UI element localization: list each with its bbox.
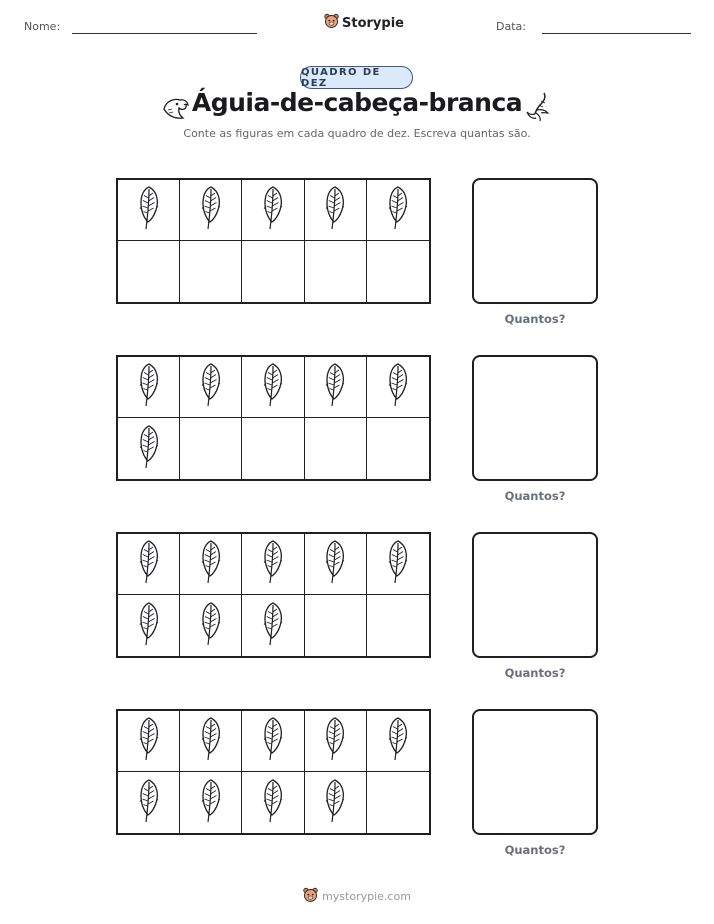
ten-frame-cell (242, 180, 304, 241)
feather-icon (323, 716, 347, 766)
ten-frame-cell (180, 711, 242, 772)
ten-frame-cell (305, 357, 367, 418)
bear-mascot-icon (303, 887, 318, 906)
feather-icon (323, 539, 347, 589)
brand-logo (324, 13, 404, 33)
ten-frame-2 (116, 355, 431, 481)
ten-frame-cell (367, 357, 429, 418)
feather-icon (199, 716, 223, 766)
ten-frame-cell (242, 418, 304, 479)
ten-frame-cell (305, 772, 367, 833)
ten-frame-cell (305, 595, 367, 656)
ten-frame-cell (367, 241, 429, 302)
ten-frame-1 (116, 178, 431, 304)
instructions: Conte as figuras em cada quadro de dez. Escreva quantas são. (183, 127, 531, 140)
ten-frame-cell (305, 711, 367, 772)
brand-name: Storypie (342, 15, 404, 31)
feather-icon (137, 185, 161, 235)
ten-frame-cell (242, 772, 304, 833)
feather-icon (199, 778, 223, 828)
ten-frame-cell (118, 711, 180, 772)
name-line[interactable] (72, 33, 257, 34)
ten-frame-cell (305, 534, 367, 595)
ten-frame-cell (118, 772, 180, 833)
feather-icon (261, 539, 285, 589)
name-label: Nome: (24, 20, 61, 33)
ten-frame-cell (180, 357, 242, 418)
ten-frame-cell (118, 418, 180, 479)
answer-box-3[interactable] (472, 532, 598, 658)
ten-frame-cell (118, 595, 180, 656)
footer-url[interactable]: mystorypie.com (322, 890, 411, 903)
ten-frame-cell (118, 241, 180, 302)
ten-frame-cell (180, 241, 242, 302)
ten-frame-cell (305, 418, 367, 479)
page-title: Águia-de-cabeça-branca (191, 88, 523, 117)
ten-frame-cell (180, 418, 242, 479)
bear-mascot-icon (324, 13, 339, 33)
ten-frame-cell (118, 180, 180, 241)
ten-frame-cell (180, 772, 242, 833)
feather-icon (261, 185, 285, 235)
feather-icon (386, 185, 410, 235)
ten-frame-cell (118, 357, 180, 418)
feather-icon (137, 362, 161, 412)
feather-icon (386, 362, 410, 412)
ten-frame-cell (367, 418, 429, 479)
ten-frame-cell (242, 534, 304, 595)
worksheet-type-badge: QUADRO DE DEZ (300, 66, 413, 89)
ten-frame-cell (367, 711, 429, 772)
feather-icon (323, 362, 347, 412)
feather-icon (323, 185, 347, 235)
date-line[interactable] (542, 33, 691, 34)
ten-frame-cell (180, 180, 242, 241)
ten-frame-cell (180, 534, 242, 595)
answer-label-3: Quantos? (504, 666, 566, 680)
feather-icon (261, 362, 285, 412)
ten-frame-cell (367, 180, 429, 241)
feather-icon (137, 778, 161, 828)
answer-box-2[interactable] (472, 355, 598, 481)
answer-box-1[interactable] (472, 178, 598, 304)
feather-icon (386, 539, 410, 589)
feather-icon (137, 539, 161, 589)
feather-icon (199, 185, 223, 235)
feather-icon (199, 362, 223, 412)
ten-frame-cell (367, 772, 429, 833)
answer-label-1: Quantos? (504, 312, 566, 326)
feather-icon (261, 601, 285, 651)
answer-box-4[interactable] (472, 709, 598, 835)
ten-frame-cell (305, 241, 367, 302)
feather-icon (261, 778, 285, 828)
ten-frame-cell (242, 595, 304, 656)
answer-label-4: Quantos? (504, 843, 566, 857)
ten-frame-cell (367, 595, 429, 656)
ten-frame-3 (116, 532, 431, 658)
feather-icon (137, 601, 161, 651)
feather-icon (323, 778, 347, 828)
ten-frame-cell (367, 534, 429, 595)
ten-frame-cell (118, 534, 180, 595)
feather-icon (137, 424, 161, 474)
feather-icon (199, 601, 223, 651)
footer (0, 887, 714, 906)
feather-icon (261, 716, 285, 766)
ten-frame-cell (305, 180, 367, 241)
feather-icon (137, 716, 161, 766)
feather-icon (386, 716, 410, 766)
answer-label-2: Quantos? (504, 489, 566, 503)
date-label: Data: (496, 20, 526, 33)
ten-frame-cell (242, 711, 304, 772)
ten-frame-4 (116, 709, 431, 835)
ten-frame-cell (242, 357, 304, 418)
feather-icon (199, 539, 223, 589)
ten-frame-cell (242, 241, 304, 302)
ten-frame-cell (180, 595, 242, 656)
eagle-talon-icon (524, 91, 552, 127)
